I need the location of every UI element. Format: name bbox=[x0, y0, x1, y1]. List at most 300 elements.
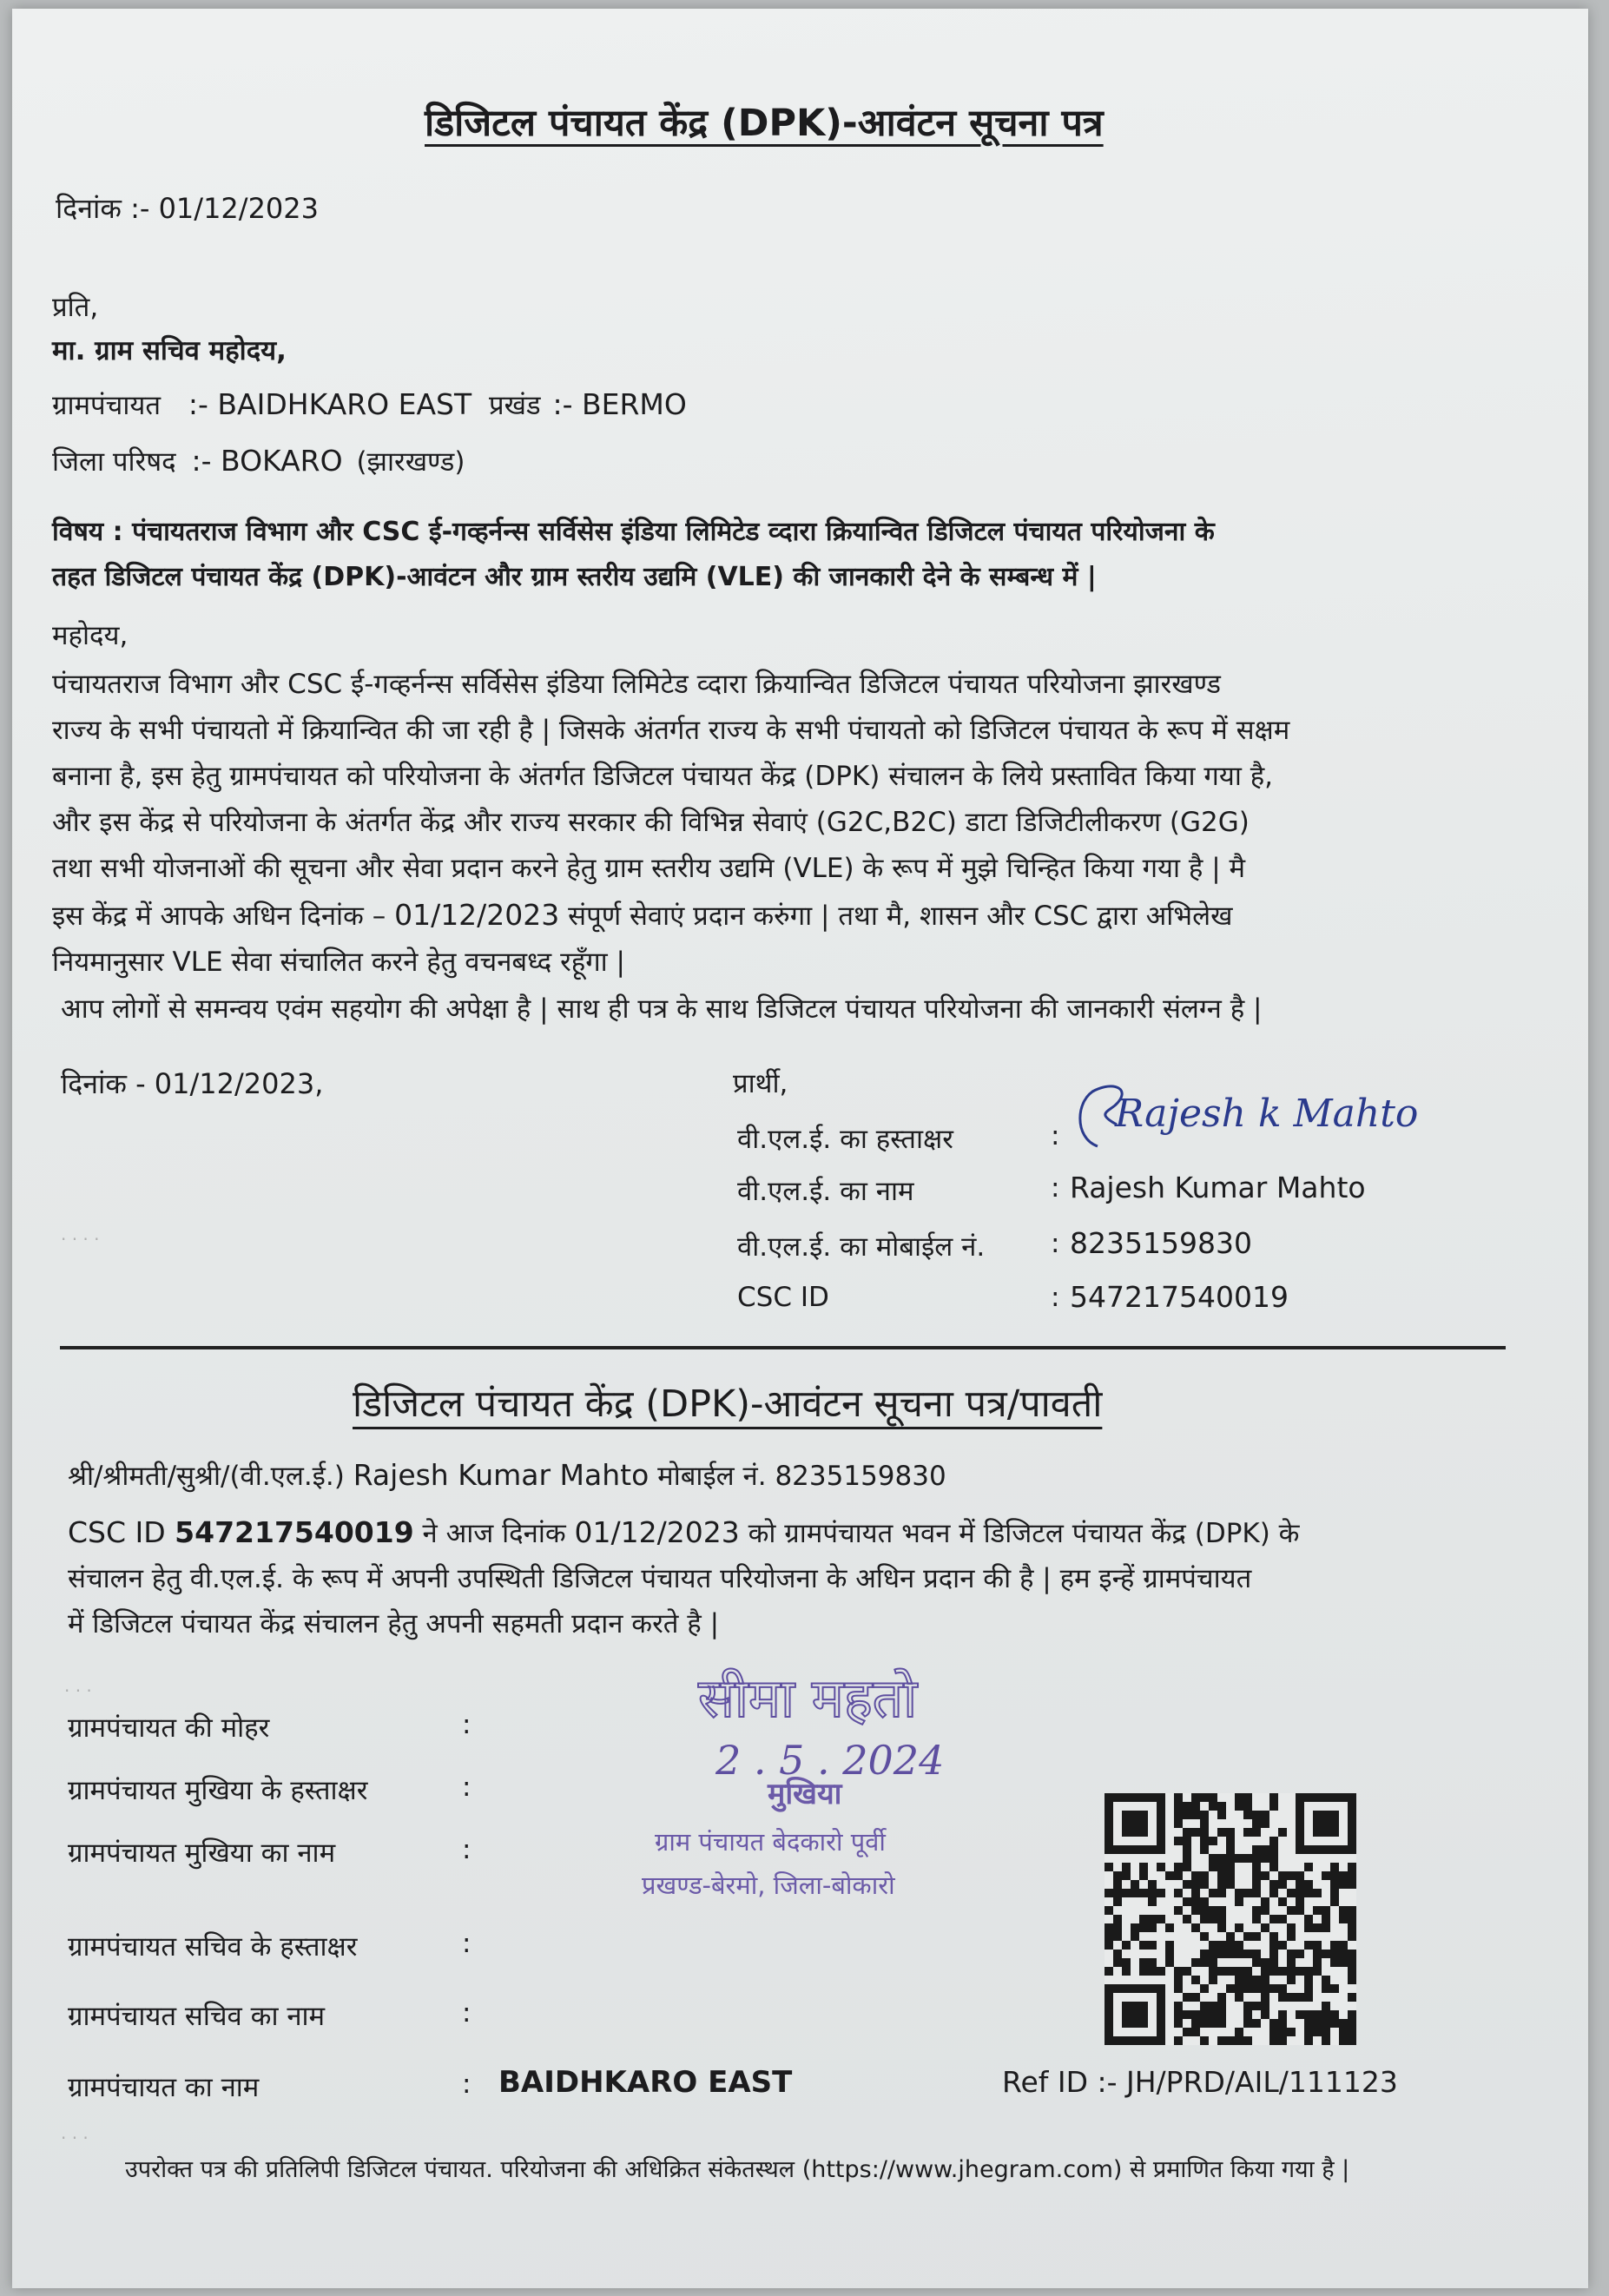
qr-module bbox=[1252, 1871, 1261, 1880]
qr-module bbox=[1217, 1923, 1226, 1932]
qr-module bbox=[1139, 1863, 1148, 1871]
qr-module bbox=[1243, 1793, 1252, 1802]
qr-module bbox=[1269, 1941, 1278, 1950]
qr-module bbox=[1304, 1915, 1313, 1923]
qr-module bbox=[1348, 1811, 1356, 1819]
qr-module bbox=[1235, 1923, 1243, 1932]
qr-module bbox=[1113, 1984, 1122, 1993]
qr-module bbox=[1348, 1906, 1356, 1915]
qr-module bbox=[1304, 1967, 1313, 1976]
qr-module bbox=[1339, 1880, 1348, 1889]
qr-module bbox=[1165, 1871, 1174, 1880]
qr-module bbox=[1252, 1958, 1261, 1967]
qr-module bbox=[1296, 1802, 1304, 1811]
qr-module bbox=[1226, 1984, 1235, 1993]
qr-module bbox=[1139, 1923, 1148, 1932]
qr-module bbox=[1348, 1880, 1356, 1889]
vle-name-label: वी.एल.ई. का नाम bbox=[737, 1176, 914, 1207]
qr-module bbox=[1304, 2036, 1313, 2045]
qr-module bbox=[1105, 1828, 1113, 1837]
qr-module bbox=[1261, 1854, 1269, 1863]
qr-module bbox=[1330, 1845, 1339, 1854]
qr-module bbox=[1226, 1871, 1235, 1880]
qr-module bbox=[1348, 1958, 1356, 1967]
qr-module bbox=[1200, 1950, 1209, 1958]
qr-module bbox=[1139, 1819, 1148, 1828]
qr-module bbox=[1348, 1837, 1356, 1845]
qr-module bbox=[1348, 2010, 1356, 2019]
qr-module bbox=[1105, 1837, 1113, 1845]
qr-module bbox=[1183, 1967, 1191, 1976]
qr-module bbox=[1269, 2028, 1278, 2036]
qr-module bbox=[1252, 1811, 1261, 1819]
district-label: जिला परिषद bbox=[52, 446, 176, 478]
qr-module bbox=[1269, 1889, 1278, 1897]
qr-module bbox=[1200, 1837, 1209, 1845]
qr-module bbox=[1269, 1845, 1278, 1854]
colon: : bbox=[462, 1928, 471, 1959]
qr-module bbox=[1217, 1915, 1226, 1923]
qr-module bbox=[1261, 2002, 1269, 2010]
qr-module bbox=[1339, 1871, 1348, 1880]
qr-module bbox=[1200, 1871, 1209, 1880]
qr-module bbox=[1261, 1976, 1269, 1984]
qr-module bbox=[1243, 2002, 1252, 2010]
prarthi-label: प्रार्थी, bbox=[733, 1068, 788, 1099]
qr-module bbox=[1209, 1976, 1217, 1984]
subject-line-2: तहत डिजिटल पंचायत केंद्र (DPK)-आवंटन और ग्राम स्तरीय उद्यमि (VLE) की जानकारी देने के सम्बन्ध में | bbox=[52, 562, 1097, 592]
qr-module bbox=[1269, 1950, 1278, 1958]
receipt-date: 01/12/2023 bbox=[574, 1515, 740, 1549]
qr-module bbox=[1157, 1889, 1165, 1897]
qr-module bbox=[1226, 1828, 1235, 1837]
qr-module bbox=[1217, 1950, 1226, 1958]
qr-module bbox=[1148, 1880, 1157, 1889]
qr-module bbox=[1330, 2019, 1339, 2028]
receipt-line-2-post: को ग्रामपंचायत भवन में डिजिटल पंचायत केंद्र (DPK) के bbox=[739, 1518, 1300, 1549]
qr-module bbox=[1330, 2010, 1339, 2019]
qr-module bbox=[1200, 1880, 1209, 1889]
colon: : bbox=[462, 2068, 471, 2100]
body-line: तथा सभी योजनाओं की सूचना और सेवा प्रदान करने हेतु ग्राम स्तरीय उद्यमि (VLE) के रूप में मुझे चिन्हित किया गया है | मै bbox=[52, 853, 1246, 884]
qr-module bbox=[1348, 1819, 1356, 1828]
qr-module bbox=[1261, 1923, 1269, 1932]
section-divider bbox=[60, 1346, 1506, 1349]
qr-module bbox=[1139, 2019, 1148, 2028]
qr-module bbox=[1313, 2028, 1322, 2036]
qr-module bbox=[1200, 1932, 1209, 1941]
qr-module bbox=[1226, 1967, 1235, 1976]
qr-module bbox=[1191, 1906, 1200, 1915]
qr-module bbox=[1296, 1811, 1304, 1819]
qr-module bbox=[1278, 1880, 1287, 1889]
qr-module bbox=[1226, 2036, 1235, 2045]
qr-module bbox=[1209, 2019, 1217, 2028]
qr-module bbox=[1348, 1802, 1356, 1811]
qr-module bbox=[1105, 1932, 1113, 1941]
qr-module bbox=[1122, 1811, 1131, 1819]
qr-module bbox=[1191, 2019, 1200, 2028]
qr-module bbox=[1157, 2036, 1165, 2045]
qr-module bbox=[1322, 1950, 1330, 1958]
salutation: महोदय, bbox=[52, 620, 129, 651]
qr-module bbox=[1330, 1819, 1339, 1828]
receipt-csc-id: 547217540019 bbox=[175, 1515, 414, 1549]
sachiv-name-label: ग्रामपंचायत सचिव का नाम bbox=[68, 2001, 326, 2032]
qr-module bbox=[1122, 1984, 1131, 1993]
qr-module bbox=[1113, 1923, 1122, 1932]
qr-module bbox=[1217, 1967, 1226, 1976]
qr-module bbox=[1174, 2002, 1183, 2010]
qr-module bbox=[1296, 1871, 1304, 1880]
mukhiya-name-label: ग्रामपंचायत मुखिया का नाम bbox=[68, 1837, 336, 1869]
qr-module bbox=[1174, 2019, 1183, 2028]
qr-module bbox=[1209, 1854, 1217, 1863]
prati-label: प्रति, bbox=[52, 292, 99, 323]
qr-module bbox=[1269, 1932, 1278, 1941]
qr-module bbox=[1304, 2028, 1313, 2036]
qr-module bbox=[1252, 2019, 1261, 2028]
qr-module bbox=[1278, 1871, 1287, 1880]
qr-module bbox=[1348, 1932, 1356, 1941]
qr-module bbox=[1269, 2036, 1278, 2045]
qr-module bbox=[1252, 2002, 1261, 2010]
vle-mobile-label: वी.एल.ई. का मोबाईल नं. bbox=[737, 1231, 986, 1263]
district-state: (झारखण्ड) bbox=[356, 446, 465, 478]
qr-module bbox=[1131, 2002, 1139, 2010]
qr-module bbox=[1122, 1889, 1131, 1897]
body-line-date-value: 01/12/2023 bbox=[394, 898, 560, 932]
qr-module bbox=[1261, 1845, 1269, 1854]
qr-module bbox=[1131, 2019, 1139, 2028]
qr-module bbox=[1148, 1897, 1157, 1906]
qr-module bbox=[1278, 2036, 1287, 2045]
page-title: डिजिटल पंचायत केंद्र (DPK)-आवंटन सूचना पत्र bbox=[425, 102, 1104, 145]
qr-module bbox=[1339, 1793, 1348, 1802]
qr-code-image bbox=[1105, 1793, 1356, 2045]
qr-module bbox=[1235, 1889, 1243, 1897]
qr-module bbox=[1252, 1819, 1261, 1828]
qr-module bbox=[1261, 1984, 1269, 1993]
qr-module bbox=[1261, 1958, 1269, 1967]
gp-stamp-label: ग्रामपंचायत की मोहर bbox=[68, 1712, 270, 1744]
mukhiya-signature-text: सीमा महतो bbox=[698, 1666, 918, 1730]
ref-id: Ref ID :- JH/PRD/AIL/111123 bbox=[1002, 2065, 1398, 2099]
qr-module bbox=[1200, 1958, 1209, 1967]
qr-module bbox=[1217, 1871, 1226, 1880]
qr-module bbox=[1226, 1880, 1235, 1889]
header-date: दिनांक :- 01/12/2023 bbox=[56, 192, 320, 225]
qr-module bbox=[1296, 1880, 1304, 1889]
qr-module bbox=[1122, 2010, 1131, 2019]
qr-module bbox=[1174, 1837, 1183, 1845]
qr-module bbox=[1217, 1889, 1226, 1897]
qr-module bbox=[1139, 1915, 1148, 1923]
qr-module bbox=[1235, 1802, 1243, 1811]
qr-module bbox=[1139, 1889, 1148, 1897]
qr-module bbox=[1122, 1845, 1131, 1854]
body-paragraph bbox=[52, 662, 1528, 986]
qr-module bbox=[1113, 2036, 1122, 2045]
qr-module bbox=[1348, 1976, 1356, 1984]
qr-module bbox=[1339, 1906, 1348, 1915]
qr-module bbox=[1183, 1897, 1191, 1906]
qr-module bbox=[1313, 1906, 1322, 1915]
csc-id-label: CSC ID bbox=[737, 1282, 829, 1313]
qr-module bbox=[1304, 1889, 1313, 1897]
qr-module bbox=[1296, 1889, 1304, 1897]
qr-module bbox=[1165, 1950, 1174, 1958]
receipt-vle-name: Rajesh Kumar Mahto bbox=[353, 1458, 650, 1492]
receipt-line-2-mid: ने आज दिनांक bbox=[413, 1518, 575, 1549]
qr-module bbox=[1322, 1923, 1330, 1932]
qr-module bbox=[1157, 2019, 1165, 2028]
qr-module bbox=[1348, 1793, 1356, 1802]
qr-module bbox=[1148, 2036, 1157, 2045]
qr-module bbox=[1113, 1932, 1122, 1941]
qr-module bbox=[1131, 2036, 1139, 2045]
qr-module bbox=[1287, 1923, 1296, 1932]
qr-module bbox=[1348, 1923, 1356, 1932]
qr-module bbox=[1313, 1950, 1322, 1958]
qr-module bbox=[1278, 1967, 1287, 1976]
body-line: राज्य के सभी पंचायतो में क्रियान्वित की जा रही है | जिसके अंतर्गत राज्य के सभी पंचायतो को डिजिटल पंचायत के रूप में सक्षम bbox=[52, 715, 1290, 746]
qr-module bbox=[1252, 1845, 1261, 1854]
qr-module bbox=[1217, 2010, 1226, 2019]
qr-module bbox=[1139, 1967, 1148, 1976]
smudge-mark: · · · bbox=[64, 1680, 92, 1701]
qr-module bbox=[1139, 1941, 1148, 1950]
qr-module bbox=[1278, 2010, 1287, 2019]
qr-module bbox=[1131, 1932, 1139, 1941]
qr-module bbox=[1157, 1863, 1165, 1871]
qr-module bbox=[1313, 2010, 1322, 2019]
qr-module bbox=[1113, 1845, 1122, 1854]
qr-module bbox=[1105, 2010, 1113, 2019]
qr-module bbox=[1235, 1793, 1243, 1802]
qr-module bbox=[1322, 1828, 1330, 1837]
qr-module bbox=[1191, 1958, 1200, 1967]
qr-module bbox=[1131, 1845, 1139, 1854]
qr-module bbox=[1209, 1967, 1217, 1976]
gp-value: :- BAIDHKARO EAST bbox=[188, 387, 472, 421]
qr-module bbox=[1122, 1967, 1131, 1976]
gp-name-value: BAIDHKARO EAST bbox=[498, 2065, 793, 2100]
qr-module bbox=[1139, 2002, 1148, 2010]
qr-module bbox=[1252, 1854, 1261, 1863]
qr-module bbox=[1235, 1993, 1243, 2002]
qr-module bbox=[1261, 1811, 1269, 1819]
qr-module bbox=[1322, 1915, 1330, 1923]
qr-module bbox=[1131, 1889, 1139, 1897]
qr-module bbox=[1105, 1863, 1113, 1871]
qr-module bbox=[1157, 1793, 1165, 1802]
qr-module bbox=[1105, 2036, 1113, 2045]
qr-module bbox=[1322, 1819, 1330, 1828]
qr-module bbox=[1226, 1941, 1235, 1950]
body-line: नियमानुसार VLE सेवा संचालित करने हेतु वचनबध्द रहूँगा | bbox=[52, 947, 625, 978]
qr-module bbox=[1287, 1932, 1296, 1941]
qr-module bbox=[1269, 2019, 1278, 2028]
qr-module bbox=[1269, 1837, 1278, 1845]
qr-module bbox=[1252, 1950, 1261, 1958]
stamp-line-2: प्रखण्ड-बेरमो, जिला-बोकारो bbox=[642, 1870, 895, 1900]
qr-module bbox=[1131, 1793, 1139, 1802]
qr-module bbox=[1269, 1863, 1278, 1871]
qr-module bbox=[1165, 1941, 1174, 1950]
vle-sign-label: वी.एल.ई. का हस्ताक्षर bbox=[737, 1124, 953, 1155]
qr-module bbox=[1174, 1984, 1183, 1993]
qr-module bbox=[1313, 1811, 1322, 1819]
qr-module bbox=[1269, 1854, 1278, 1863]
qr-module bbox=[1243, 1967, 1252, 1976]
qr-module bbox=[1330, 1958, 1339, 1967]
qr-module bbox=[1131, 1811, 1139, 1819]
qr-module bbox=[1157, 1984, 1165, 1993]
qr-module bbox=[1122, 1958, 1131, 1967]
qr-module bbox=[1313, 1923, 1322, 1932]
qr-module bbox=[1243, 1984, 1252, 1993]
qr-module bbox=[1278, 1828, 1287, 1837]
qr-module bbox=[1348, 1863, 1356, 1871]
qr-module bbox=[1269, 1880, 1278, 1889]
qr-module bbox=[1217, 1906, 1226, 1915]
qr-module bbox=[1322, 1793, 1330, 1802]
colon: : bbox=[462, 1771, 471, 1803]
receipt-line-1 bbox=[68, 1457, 946, 1494]
qr-module bbox=[1191, 1811, 1200, 1819]
qr-module bbox=[1148, 1845, 1157, 1854]
qr-module bbox=[1113, 1950, 1122, 1958]
qr-module bbox=[1252, 1863, 1261, 1871]
qr-module bbox=[1157, 1811, 1165, 1819]
qr-module bbox=[1105, 2028, 1113, 2036]
qr-module bbox=[1339, 1941, 1348, 1950]
qr-module bbox=[1217, 2002, 1226, 2010]
qr-module bbox=[1296, 1993, 1304, 2002]
qr-module bbox=[1348, 2028, 1356, 2036]
qr-module bbox=[1200, 2010, 1209, 2019]
qr-module bbox=[1261, 1993, 1269, 2002]
qr-module bbox=[1330, 1811, 1339, 1819]
qr-module bbox=[1287, 1976, 1296, 1984]
qr-module bbox=[1269, 1984, 1278, 1993]
qr-module bbox=[1105, 1967, 1113, 1976]
district-value: :- BOKARO bbox=[191, 444, 343, 478]
qr-module bbox=[1296, 1845, 1304, 1854]
qr-module bbox=[1105, 1793, 1113, 1802]
qr-module bbox=[1278, 1984, 1287, 1993]
stamp-title: मुखिया bbox=[768, 1777, 842, 1811]
qr-module bbox=[1243, 2019, 1252, 2028]
qr-module bbox=[1148, 1958, 1157, 1967]
qr-module bbox=[1139, 1828, 1148, 1837]
qr-module bbox=[1209, 1941, 1217, 1950]
qr-module bbox=[1269, 1958, 1278, 1967]
recipient: मा. ग्राम सचिव महोदय, bbox=[52, 335, 287, 366]
qr-module bbox=[1183, 1863, 1191, 1871]
receipt-line-1-pre: श्री/श्रीमती/सुश्री/(वी.एल.ई.) bbox=[68, 1461, 353, 1492]
qr-module bbox=[1148, 1967, 1157, 1976]
qr-module bbox=[1243, 1854, 1252, 1863]
body-line: बनाना है, इस हेतु ग्रामपंचायत को परियोजना के अंतर्गत डिजिटल पंचायत केंद्र (DPK) संचालन के लिये प्रस्तावित किया गया है, bbox=[52, 761, 1274, 792]
qr-module bbox=[1191, 1993, 1200, 2002]
qr-module bbox=[1296, 1897, 1304, 1906]
mukhiya-sign-label: ग्रामपंचायत मुखिया के हस्ताक्षर bbox=[68, 1775, 368, 1806]
qr-module bbox=[1339, 1845, 1348, 1854]
qr-module bbox=[1243, 1889, 1252, 1897]
qr-module bbox=[1304, 1941, 1313, 1950]
qr-module bbox=[1174, 1976, 1183, 1984]
signoff-date: दिनांक - 01/12/2023, bbox=[61, 1067, 324, 1100]
qr-module bbox=[1148, 1889, 1157, 1897]
qr-module bbox=[1278, 2019, 1287, 2028]
qr-module bbox=[1191, 1793, 1200, 1802]
qr-module bbox=[1330, 1941, 1339, 1950]
qr-module bbox=[1122, 1828, 1131, 1837]
qr-module bbox=[1278, 1941, 1287, 1950]
qr-module bbox=[1131, 1984, 1139, 1993]
qr-module bbox=[1157, 1802, 1165, 1811]
qr-module bbox=[1313, 1828, 1322, 1837]
qr-module bbox=[1200, 2002, 1209, 2010]
qr-module bbox=[1157, 1915, 1165, 1923]
qr-module bbox=[1148, 1984, 1157, 1993]
qr-module bbox=[1200, 1984, 1209, 1993]
qr-module bbox=[1313, 1793, 1322, 1802]
receipt-line-4: में डिजिटल पंचायत केंद्र संचालन हेतु अपनी सहमती प्रदान करते है | bbox=[68, 1608, 720, 1640]
qr-module bbox=[1313, 1958, 1322, 1967]
qr-module bbox=[1322, 1906, 1330, 1915]
qr-module bbox=[1122, 1941, 1131, 1950]
qr-module bbox=[1348, 1950, 1356, 1958]
qr-module bbox=[1191, 2010, 1200, 2019]
body-line-date-post: संपूर्ण सेवाएं प्रदान करुंगा | तथा मै, शासन और CSC द्वारा अभिलेख bbox=[559, 901, 1233, 932]
qr-module bbox=[1348, 2036, 1356, 2045]
smudge-mark: · · · · bbox=[61, 1229, 100, 1250]
qr-module bbox=[1191, 1880, 1200, 1889]
qr-module bbox=[1191, 1897, 1200, 1906]
qr-module bbox=[1183, 1880, 1191, 1889]
qr-module bbox=[1252, 1880, 1261, 1889]
qr-module bbox=[1174, 1811, 1183, 1819]
qr-module bbox=[1330, 1889, 1339, 1897]
qr-module bbox=[1348, 1967, 1356, 1976]
qr-module bbox=[1243, 2036, 1252, 2045]
qr-module bbox=[1157, 2028, 1165, 2036]
gp-name-label: ग्रामपंचायत का नाम bbox=[68, 2072, 260, 2103]
qr-module bbox=[1122, 1793, 1131, 1802]
qr-module bbox=[1235, 1967, 1243, 1976]
qr-module bbox=[1243, 1802, 1252, 1811]
qr-module bbox=[1339, 1950, 1348, 1958]
qr-module bbox=[1322, 2036, 1330, 2045]
qr-module bbox=[1113, 1880, 1122, 1889]
qr-module bbox=[1261, 1897, 1269, 1906]
qr-module bbox=[1174, 2036, 1183, 2045]
qr-module bbox=[1105, 1819, 1113, 1828]
qr-module bbox=[1235, 1854, 1243, 1863]
qr-module bbox=[1322, 2002, 1330, 2010]
qr-module bbox=[1287, 1889, 1296, 1897]
qr-module bbox=[1217, 2036, 1226, 2045]
qr-module bbox=[1296, 1906, 1304, 1915]
receipt-csc-label: CSC ID bbox=[68, 1515, 175, 1549]
qr-module bbox=[1191, 1871, 1200, 1880]
receipt-vle-mobile: मोबाईल नं. 8235159830 bbox=[649, 1461, 946, 1492]
qr-module bbox=[1183, 1854, 1191, 1863]
qr-module bbox=[1105, 1906, 1113, 1915]
